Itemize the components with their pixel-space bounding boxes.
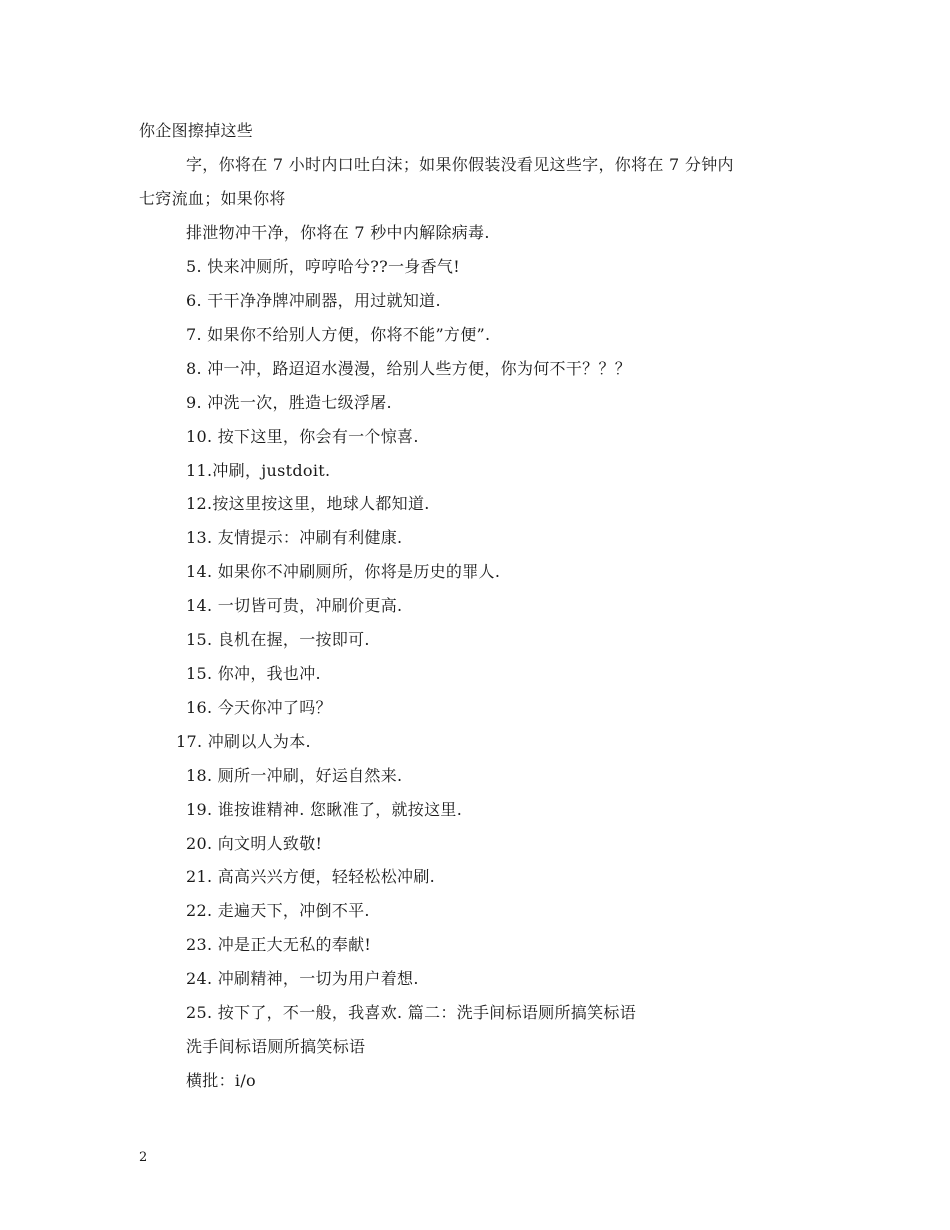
list-item: 24. 冲刷精神，一切为用户着想. xyxy=(186,969,419,988)
list-item: 15. 良机在握，一按即可. xyxy=(186,630,370,649)
list-item: 14. 一切皆可贵，冲刷价更高. xyxy=(186,596,403,615)
list-item: 23. 冲是正大无私的奉献! xyxy=(186,935,372,954)
list-item: 14. 如果你不冲刷厕所，你将是历史的罪人. xyxy=(186,562,501,581)
list-item: 10. 按下这里，你会有一个惊喜. xyxy=(186,427,419,446)
text-line: 排泄物冲干净，你将在 7 秒中内解除病毒. xyxy=(186,223,490,242)
list-item: 7. 如果你不给别人方便，你将不能”方便”. xyxy=(186,325,491,344)
text-line: 横批：i/o xyxy=(186,1071,256,1090)
list-item: 9. 冲洗一次，胜造七级浮屠. xyxy=(186,393,392,412)
page-number: 2 xyxy=(139,1150,148,1165)
list-item: 22. 走遍天下，冲倒不平. xyxy=(186,901,370,920)
list-item: 13. 友情提示：冲刷有利健康. xyxy=(186,528,403,547)
list-item: 5. 快来冲厕所，哼哼哈兮??一身香气! xyxy=(186,257,460,276)
list-item: 17. 冲刷以人为本. xyxy=(176,732,311,751)
list-item: 19. 谁按谁精神. 您瞅准了，就按这里. xyxy=(186,800,463,819)
list-item: 20. 向文明人致敬! xyxy=(186,834,323,853)
list-item: 16. 今天你冲了吗？ xyxy=(186,698,332,717)
text-line: 七窍流血；如果你将 xyxy=(139,189,286,208)
section-heading: 洗手间标语厕所搞笑标语 xyxy=(186,1037,366,1056)
list-item: 12.按这里按这里，地球人都知道. xyxy=(186,494,430,513)
list-item: 18. 厕所一冲刷，好运自然来. xyxy=(186,766,403,785)
list-item: 15. 你冲，我也冲. xyxy=(186,664,321,683)
list-item: 25. 按下了，不一般，我喜欢. 篇二：洗手间标语厕所搞笑标语 xyxy=(186,1003,637,1022)
list-item: 21. 高高兴兴方便，轻轻松松冲刷. xyxy=(186,867,436,886)
text-line: 你企图擦掉这些 xyxy=(139,121,254,140)
list-item: 6. 干干净净牌冲刷器，用过就知道. xyxy=(186,291,441,310)
list-item: 8. 冲一冲，路迢迢水漫漫，给别人些方便，你为何不干？？？ xyxy=(186,359,632,378)
text-line: 字，你将在 7 小时内口吐白沫；如果你假装没看见这些字，你将在 7 分钟内 xyxy=(186,155,734,174)
list-item: 11.冲刷，justdoit. xyxy=(186,461,331,480)
